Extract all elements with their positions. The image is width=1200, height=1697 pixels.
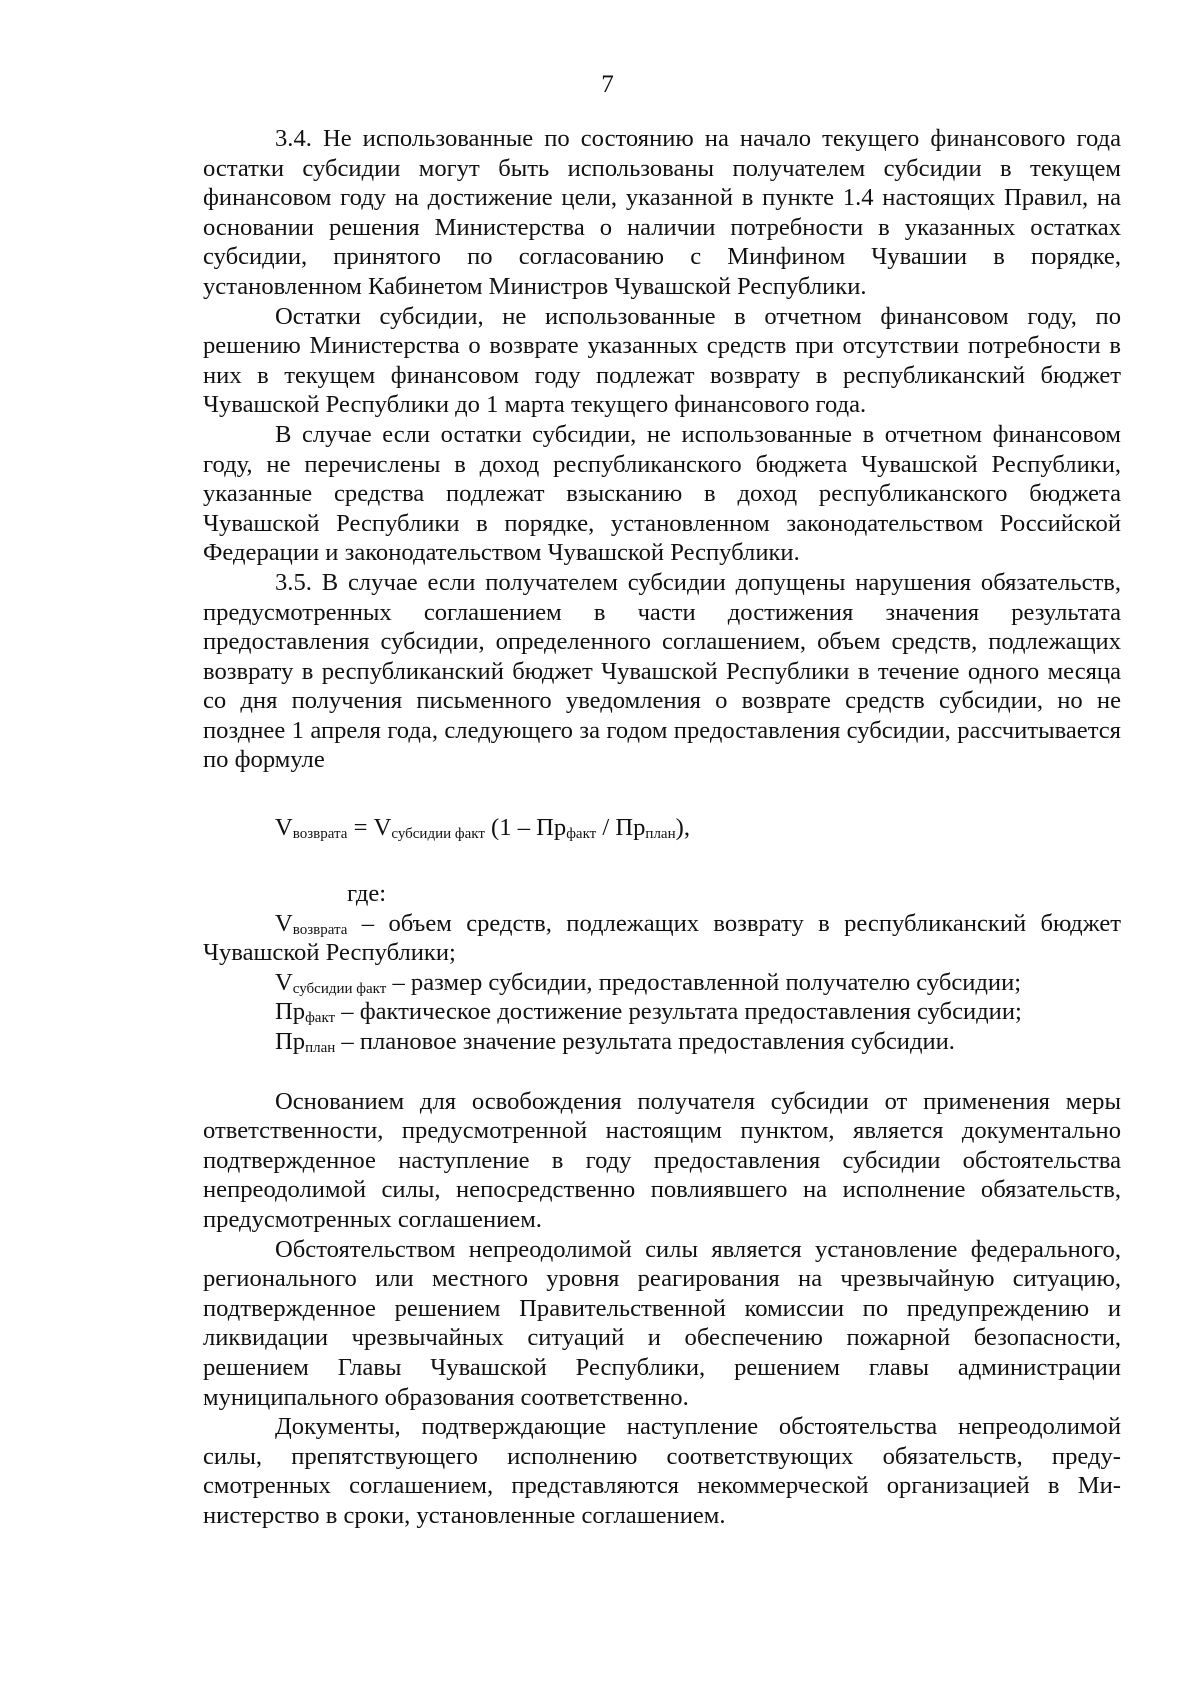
def-text: – размер субсидии, предоставленной получателю субсидии; — [386, 968, 1022, 996]
formula-open: (1 – Пр — [484, 814, 567, 842]
def-subscript: факт — [305, 1010, 336, 1027]
def-text: – плановое значение результата предоставления субсидии. — [335, 1028, 955, 1056]
def-subscript: субсидии факт — [292, 980, 387, 997]
return-formula — [203, 813, 1121, 843]
formula-v: V — [275, 814, 293, 842]
paragraph-force-majeure-documents: Документы, подтверждающие наступление обстоятельства непреодолимой силы, препятствующего исполнению соответствующих обязательств, предусмотренных соглашением, представляются некоммерческой организацией в Министерство в сроки, установленные соглашением. — [203, 1413, 1121, 1529]
formula-eq: = V — [347, 814, 392, 842]
document-body — [203, 124, 1121, 1531]
page-number: 7 — [601, 71, 614, 98]
def-text: – объем средств, подлежащих возврату в республиканский бюджет Чувашской Республики; — [203, 909, 1121, 967]
formula-sub-subsidy-fact: субсидии факт — [391, 826, 485, 843]
def-symbol: V — [275, 909, 293, 937]
def-text: – фактическое достижение результата предоставления субсидии; — [335, 998, 1022, 1026]
def-symbol: Пр — [275, 1028, 306, 1056]
def-symbol: Пр — [275, 998, 306, 1026]
formula-close: ), — [675, 814, 690, 842]
definition-pr-fact — [203, 997, 1121, 1027]
paragraph-force-majeure-exemption: Основанием для освобождения получателя субсидии от применения меры ответственности, предусмотренной настоящим пунктом, является документально подтвержденное наступление в году предоставления субсидии обстоятельства непреодолимой силы, непосредственно повлиявшего на исполнение обязательств, предусмотренных соглашением. — [203, 1087, 1121, 1233]
definition-v-subsidy-fact — [203, 968, 1121, 998]
def-subscript: план — [305, 1040, 336, 1057]
def-symbol: V — [275, 968, 293, 996]
paragraph-recovery: В случае если остатки субсидии, не использованные в отчетном финансовом году, не перечислены в доход республиканского бюджета Чувашской Республики, указанные средства подлежат взысканию в доход республиканского бюджета Чувашской Республики в порядке, установленном законодательством Российской Федерации и законодательством Чувашской Республики. — [203, 420, 1121, 567]
def-subscript: возврата — [292, 921, 348, 938]
formula-sub-fact: факт — [566, 826, 597, 843]
paragraph-3-4: 3.4. Не использованные по состоянию на начало текущего финансового года остатки субсидии могут быть использованы получателем субсидии в текущем финансовом году на достижение цели, указанной в пункте 1.4 настоящих Правил, на основании решения Министерства о наличии потребности в указанных остатках субсидии, принятого по согласованию с Минфином Чувашии в порядке, установленном Кабинетом Министров Чувашской Республики. — [203, 125, 1121, 300]
paragraph-remainders: Остатки субсидии, не использованные в отчетном финансовом году, по решению Министерства о возврате указанных средств при отсутствии потребности в них в текущем финансовом году подлежат возврату в республиканский бюджет Чувашской Республики до 1 марта текущего финансового года. — [203, 302, 1121, 419]
formula-sub-return: возврата — [292, 826, 348, 843]
paragraph-force-majeure-definition: Обстоятельством непреодолимой силы является установление федерального, регионального или местного уровня реагирования на чрезвычайную ситуацию, подтвержденное решением Правительственной комиссии по предупреждению и ликвидации чрезвычайных ситуаций и обеспечению пожарной безопасности, решением Главы Чувашской Республики, решением главы администрации муниципального образования соответственно. — [203, 1235, 1121, 1411]
definition-pr-plan — [203, 1027, 1121, 1057]
definition-v-return — [203, 909, 1121, 968]
where-label: где: — [347, 880, 387, 908]
spacer — [203, 1057, 1121, 1087]
formula-div: / Пр — [596, 814, 646, 842]
paragraph-3-5: 3.5. В случае если получателем субсидии допущены нарушения обязательств, предусмотренных соглашением в части достижения значения результата предоставления субсидии, определенного соглашением, объем средств, подлежащих возврату в республиканский бюджет Чувашской Республики в течение одного месяца со дня получения письменного уведомления о возврате средств субсидии, но не позднее 1 апреля года, следующего за годом предоставления субсидии, рассчитывается по формуле — [203, 568, 1121, 774]
formula-sub-plan: план — [645, 826, 676, 843]
